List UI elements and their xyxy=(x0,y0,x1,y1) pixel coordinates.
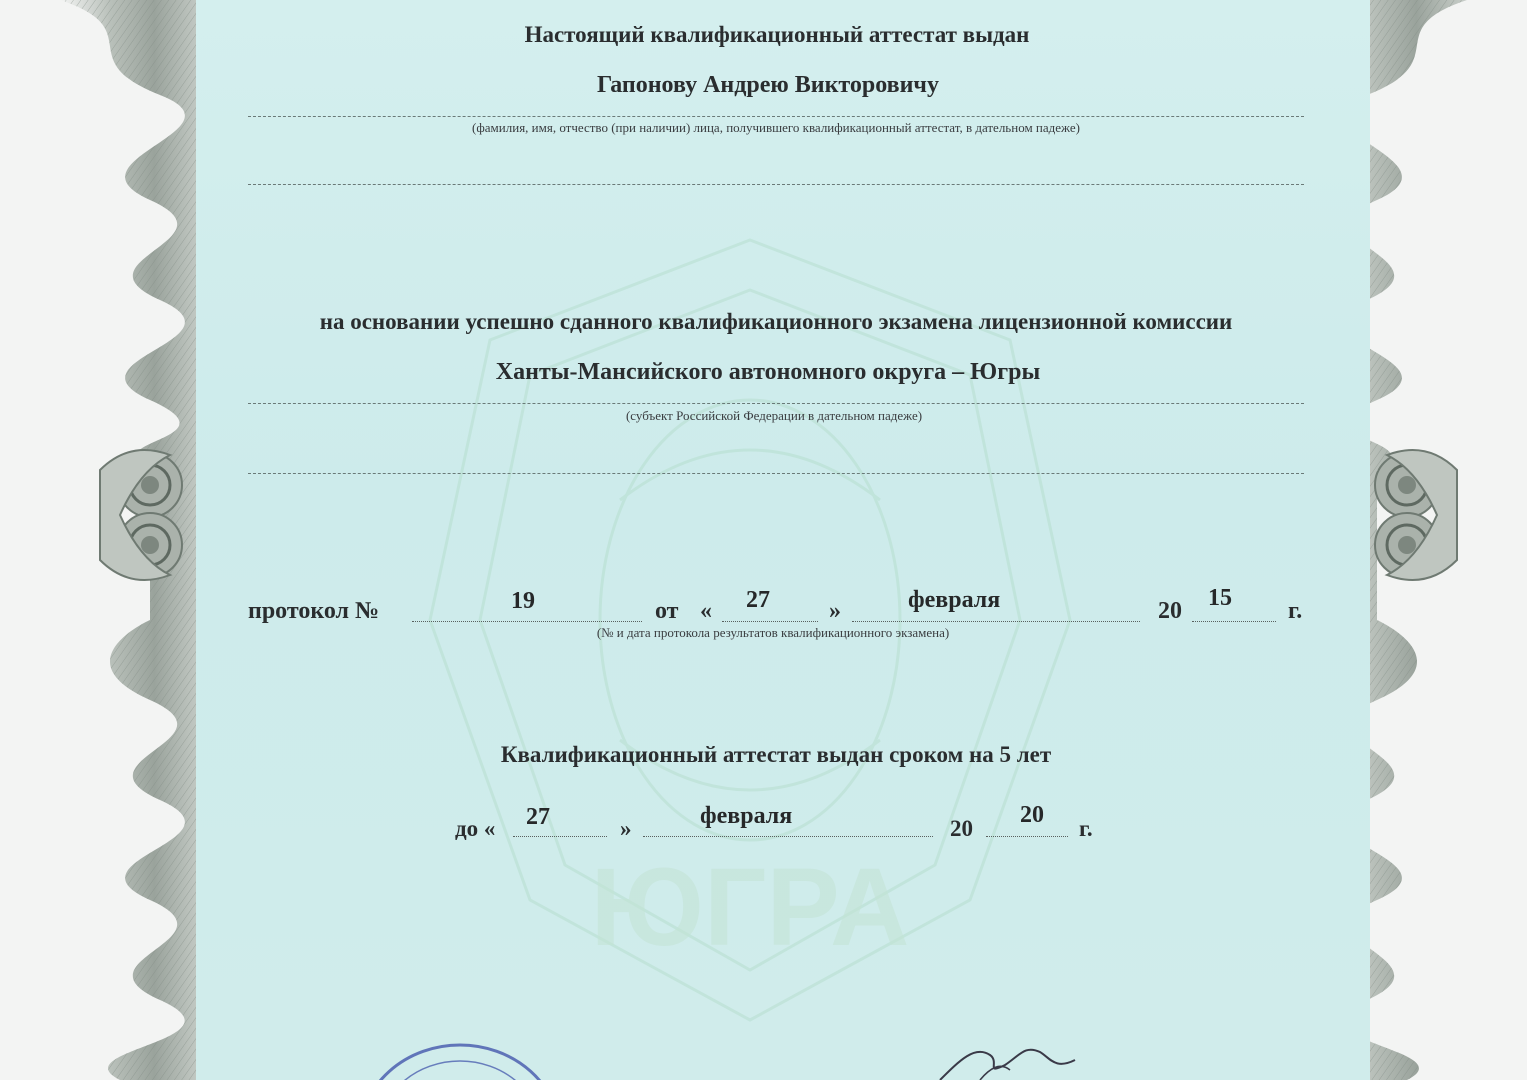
validity-until-label: до « xyxy=(455,816,496,841)
protocol-label: протокол № xyxy=(248,598,380,624)
protocol-month: февраля xyxy=(908,587,1001,613)
validity-day-line xyxy=(513,836,607,837)
region-line-2 xyxy=(248,473,1304,474)
validity-text: Квалификационный аттестат выдан сроком на 5 лет xyxy=(500,742,1052,767)
protocol-day: 27 xyxy=(746,587,770,613)
protocol-number-line xyxy=(412,621,642,622)
protocol-from-label: от xyxy=(655,598,679,624)
ornamental-border-left xyxy=(0,0,205,1080)
recipient-caption: (фамилия, имя, отчество (при наличии) лица, получившего квалификационный аттестат, в дательном падеже) xyxy=(472,120,1080,135)
validity-month: февраля xyxy=(700,803,793,829)
signature xyxy=(930,1040,1080,1080)
region-line xyxy=(248,403,1304,404)
recipient-line xyxy=(248,116,1304,117)
validity-year-prefix: 20 xyxy=(950,816,973,841)
basis-text: на основании успешно сданного квалификационного экзамена лицензионной комиссии xyxy=(319,309,1233,334)
validity-year-suffix: 20 xyxy=(1020,802,1044,828)
region-caption: (субъект Российской Федерации в дательном падеже) xyxy=(625,408,923,423)
watermark-text: ЮГРА xyxy=(590,846,910,969)
protocol-open-quote: « xyxy=(700,598,712,624)
validity-day: 27 xyxy=(526,804,550,830)
protocol-caption: (№ и дата протокола результатов квалификационного экзамена) xyxy=(596,625,950,640)
protocol-year-line xyxy=(1192,621,1276,622)
intro-text: Настоящий квалификационный аттестат выдан xyxy=(524,22,1030,47)
protocol-year-prefix: 20 xyxy=(1158,598,1182,624)
protocol-close-quote: » xyxy=(829,598,841,624)
protocol-year-mark: г. xyxy=(1288,598,1303,624)
validity-close-quote: » xyxy=(620,816,632,841)
official-stamp xyxy=(350,1040,570,1080)
recipient-name: Гапонову Андрею Викторовичу xyxy=(597,72,939,98)
validity-year-line xyxy=(986,836,1068,837)
protocol-day-line xyxy=(722,621,818,622)
validity-year-mark: г. xyxy=(1079,816,1093,841)
protocol-month-line xyxy=(852,621,1140,622)
validity-month-line xyxy=(643,836,933,837)
protocol-number: 19 xyxy=(511,588,535,614)
protocol-year-suffix: 15 xyxy=(1208,585,1232,611)
region-name: Ханты-Мансийского автономного округа – Югры xyxy=(495,359,1041,385)
recipient-line-2 xyxy=(248,184,1304,185)
